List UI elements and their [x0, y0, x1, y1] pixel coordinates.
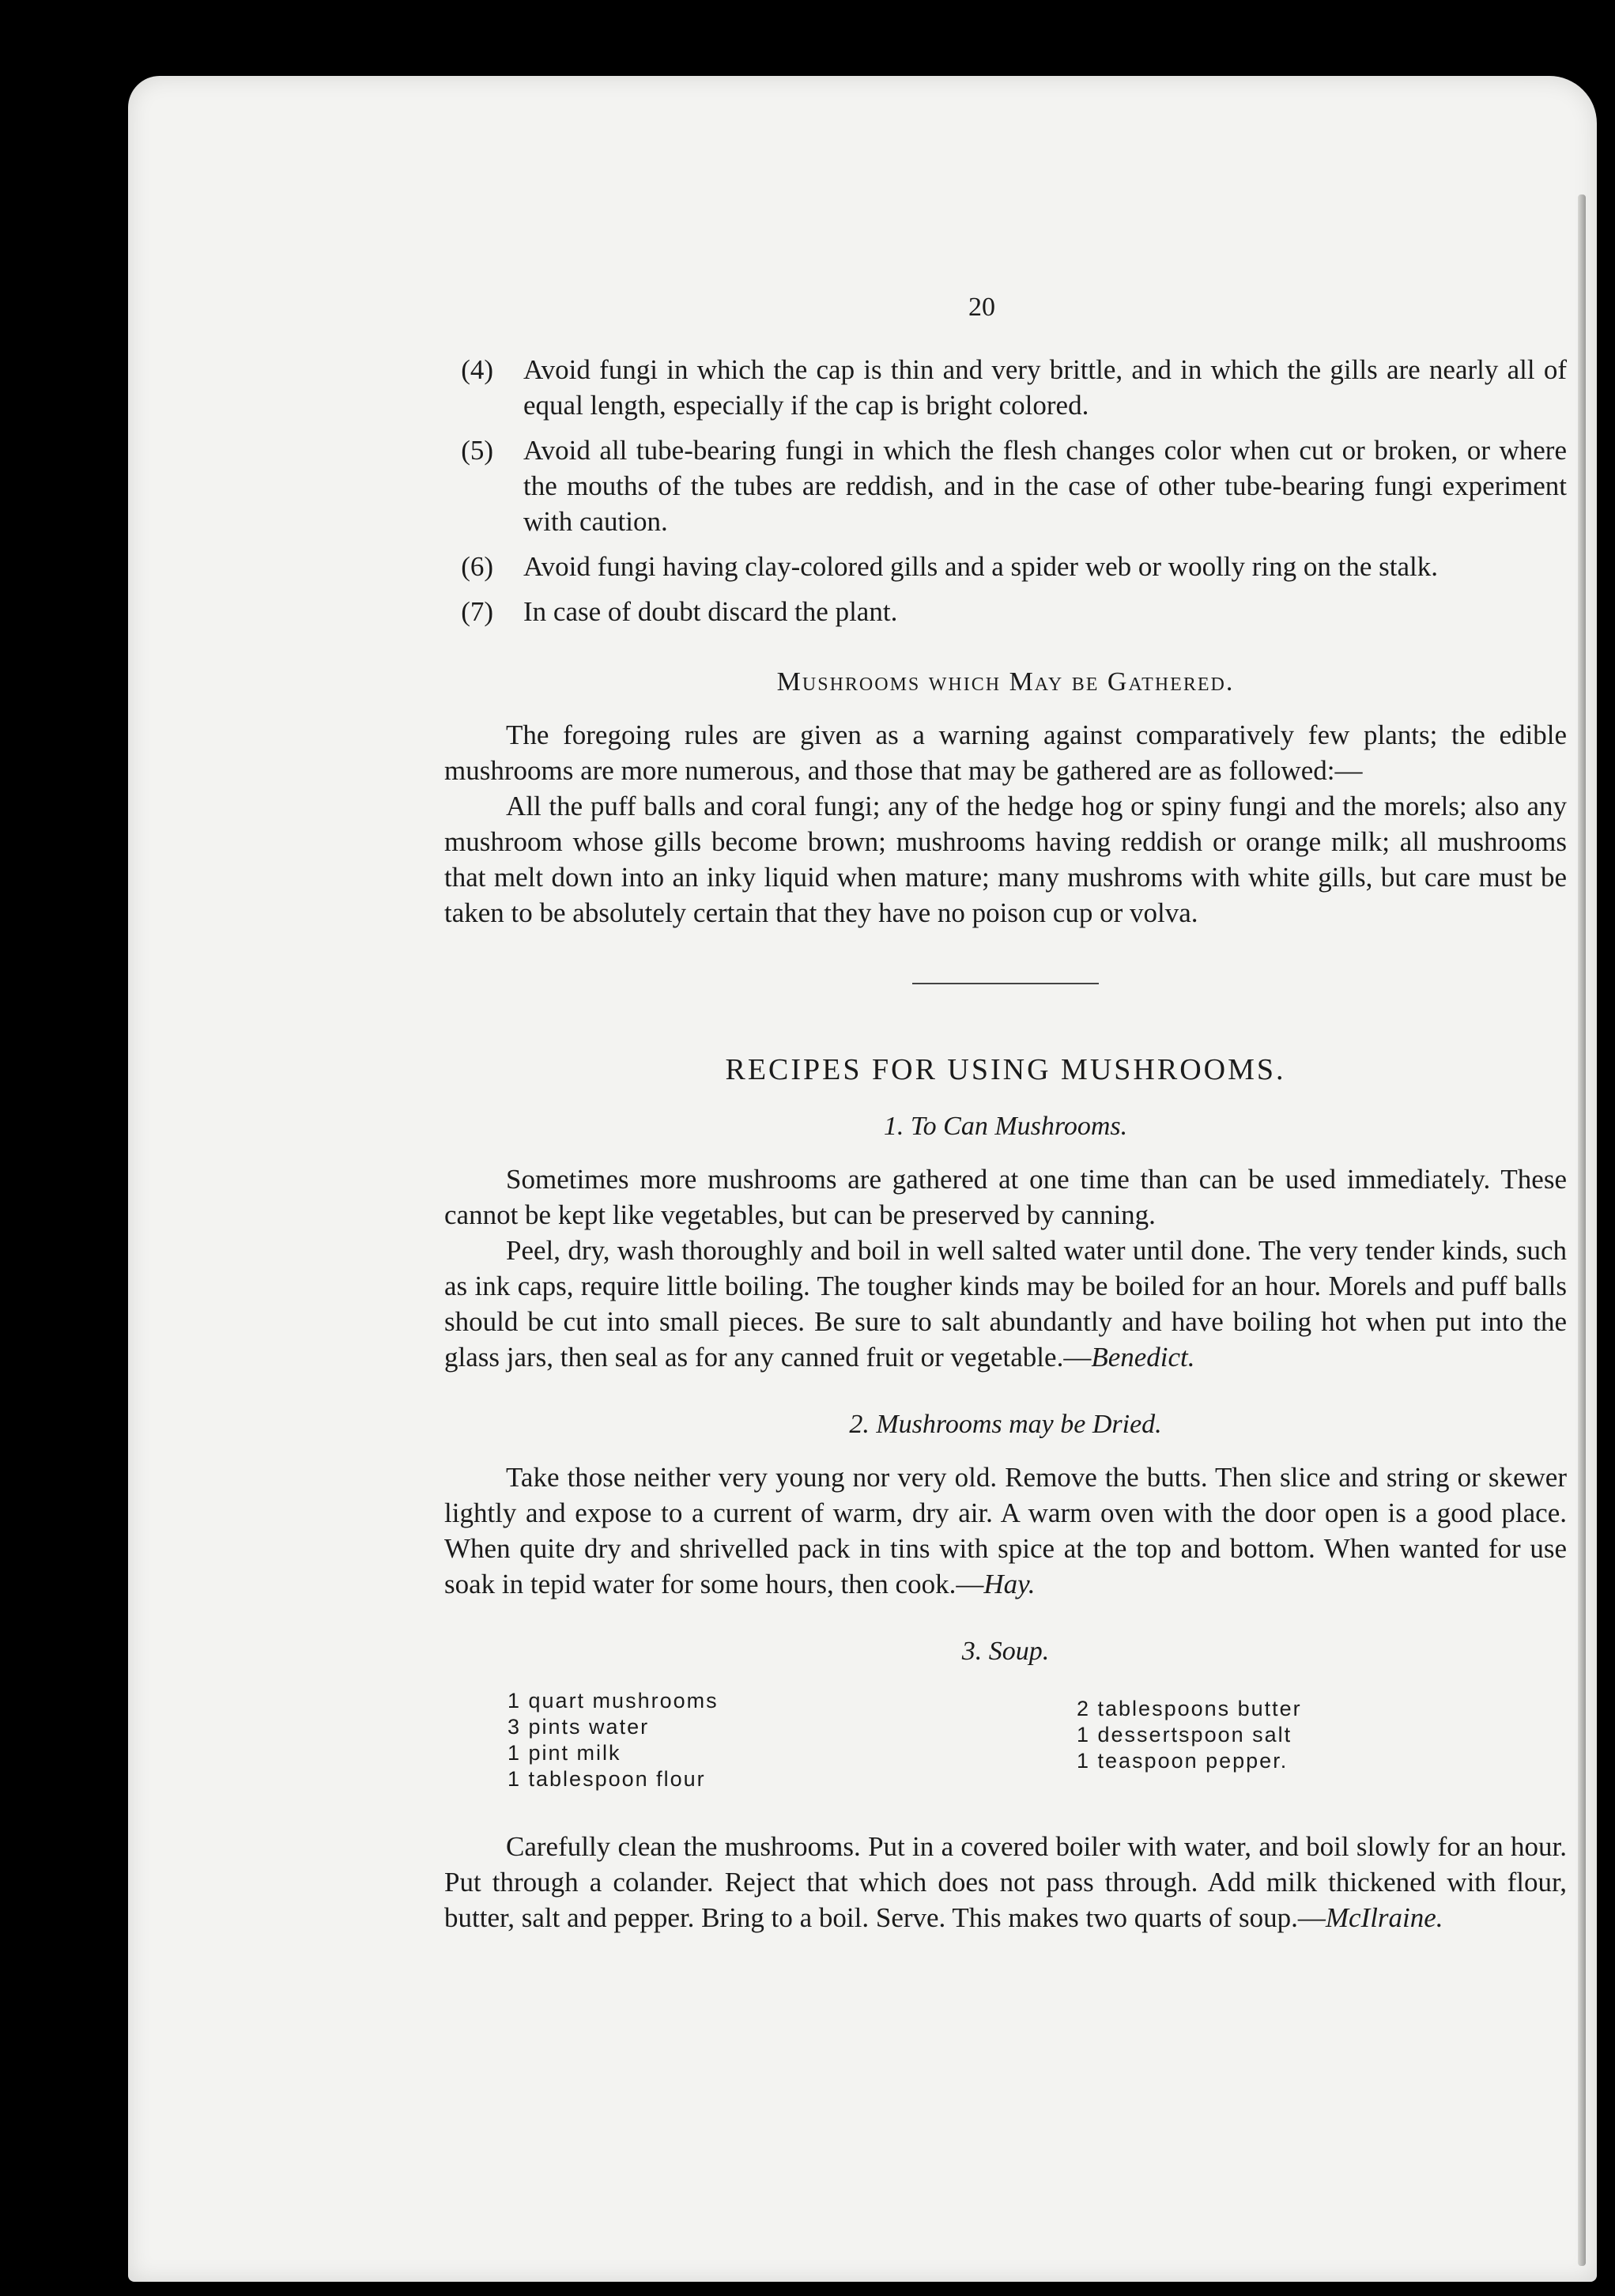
- page-text-area: [444, 289, 1567, 1935]
- recipe-attribution: Hay.: [983, 1569, 1036, 1599]
- rule-item: [444, 432, 1567, 539]
- rule-text: Avoid all tube-bearing fungi in which the flesh changes color when cut or broken, or where the mouths of the tubes are reddish, and in the case of other tube-bearing fungi experiment with caution.: [523, 435, 1567, 537]
- rule-number: (7): [461, 596, 493, 627]
- ingredient-item: 1 tablespoon flour: [508, 1767, 706, 1791]
- page-number: 20: [968, 293, 995, 322]
- recipe-paragraph: Peel, dry, wash thoroughly and boil in well salted water until done. The very tender kinds, such as ink caps, require little boiling. The tougher kinds may be boiled for an hour. Morels and puff balls should be cut into small pieces. Be sure to salt abundantly and have boiling hot when put into the glass jars, then seal as for any canned fruit or vegetable.—Benedict.: [444, 1235, 1567, 1373]
- rule-text: Avoid fungi in which the cap is thin and very brittle, and in which the gills are nearly all of equal length, especially if the cap is bright colored.: [523, 354, 1567, 421]
- page-edge-shadow: [1578, 194, 1586, 2266]
- ingredient-item: 1 dessertspoon salt: [1077, 1723, 1292, 1747]
- recipe-title: 2. Mushrooms may be Dried.: [849, 1410, 1162, 1439]
- recipe-paragraph: Carefully clean the mushrooms. Put in a covered boiler with water, and boil slowly for an hour. Put through a colander. Reject that which does not pass through. Add milk thickened with flour, butter, salt and pepper. Bring to a boil. Serve. This makes two quarts of soup.—McIlraine.: [444, 1831, 1567, 1933]
- section-divider: [912, 983, 1099, 984]
- rule-text: Avoid fungi having clay-colored gills and a spider web or woolly ring on the stalk.: [523, 551, 1439, 582]
- ingredient-item: 3 pints water: [508, 1715, 650, 1739]
- recipe-paragraph: Take those neither very young nor very old. Remove the butts. Then slice and string or skewer lightly and expose to a current of warm, dry air. A warm oven with the door open is a good place. When quite dry and shrivelled pack in tins with spice at the top and bottom. When wanted for use soak in tepid water for some hours, then cook.—Hay.: [444, 1462, 1567, 1599]
- book-page: [128, 76, 1597, 2282]
- rule-number: (6): [461, 551, 493, 582]
- rule-item: [444, 549, 1567, 584]
- recipes-heading: RECIPES FOR USING MUSHROOMS.: [725, 1053, 1286, 1086]
- recipe-title: 1. To Can Mushrooms.: [883, 1112, 1128, 1141]
- ingredients-column-right: [1077, 1696, 1302, 1792]
- rule-item: [444, 352, 1567, 423]
- ingredients-list: [508, 1688, 1567, 1792]
- recipe-attribution: Benedict.: [1091, 1342, 1195, 1373]
- rule-item: [444, 594, 1567, 629]
- recipe-attribution: McIlraine.: [1325, 1902, 1443, 1933]
- rule-text: In case of doubt discard the plant.: [523, 596, 898, 627]
- rule-number: (4): [461, 354, 493, 385]
- recipe-title: 3. Soup.: [961, 1637, 1050, 1666]
- recipe-paragraph: Sometimes more mushrooms are gathered at one time than can be used immediately. These cannot be kept like vegetables, but can be preserved by canning.: [444, 1164, 1567, 1230]
- ingredient-item: 1 teaspoon pepper.: [1077, 1749, 1289, 1773]
- rule-number: (5): [461, 435, 493, 466]
- section-heading-gathered: Mushrooms which May be Gathered.: [776, 667, 1235, 697]
- rules-list: [444, 352, 1567, 629]
- ingredients-column-left: [508, 1688, 1077, 1792]
- ingredient-item: 1 quart mushrooms: [508, 1689, 719, 1713]
- paragraph: All the puff balls and coral fungi; any of the hedge hog or spiny fungi and the morels; also any mushroom whose gills become brown; mushrooms having reddish or orange milk; all mushrooms that melt down into an inky liquid when mature; many mushroms with white gills, but care must be taken to be absolutely certain that they have no poison cup or volva.: [444, 791, 1567, 928]
- ingredient-item: 2 tablespoons butter: [1077, 1697, 1302, 1720]
- ingredient-item: 1 pint milk: [508, 1741, 621, 1765]
- paragraph: The foregoing rules are given as a warning against comparatively few plants; the edible mushrooms are more numerous, and those that may be gathered are as followed:—: [444, 719, 1567, 786]
